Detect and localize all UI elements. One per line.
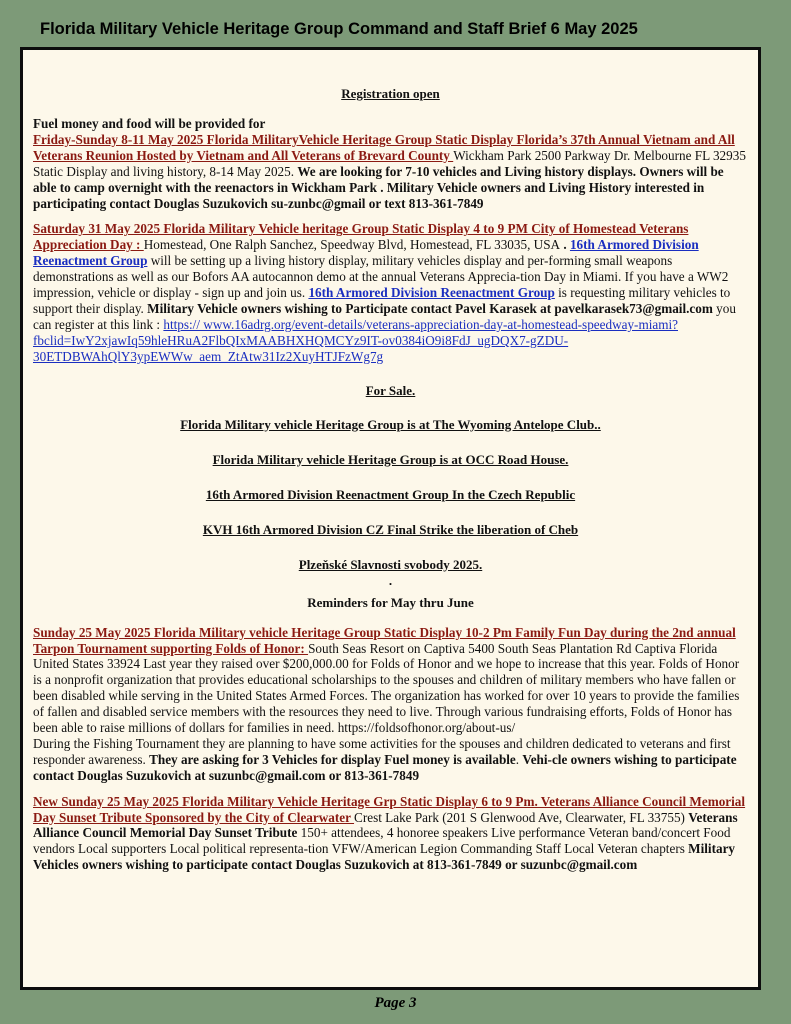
event1-bold: We are looking for 7-10 vehicles and Living history displays. Owners will be able to camp overnight with the reenactors in Wickham Park . Military Vehicle owners and Living History interested in participating contact Douglas Suzukovich su-zunbc@gmail or text 813-361-7849 [33, 163, 724, 211]
event4-bold: Veterans Alliance Council Memorial Day Sunset Tribute [33, 809, 738, 841]
event4-body: Crest Lake Park (201 S Glenwood Ave, Clearwater, FL 33755) [354, 809, 689, 825]
event1-lead: Fuel money and food will be provided for [33, 116, 266, 131]
event3-body: South Seas Resort on Captiva 5400 South Seas Plantation Rd Captiva Florida United States 33924 Last year they raised over $200,000.00 for Folds of Honor and we hope to increase that this year. Folds of Honor is a nonprofit organization that provides educational scholarships to the spouses and children of military members who have fallen or been disabled while serving in the United States Armed Forces. The organization has worked for over 10 years to provide the families of fallen and disabled service members with the resources they need to live. Through various fundraising efforts, Folds of Honor has been able to raise millions of dollars for families in need. https://foldsofhonor.org/about-us/ [33, 640, 740, 736]
sale-item: Plzeňské Slavnosti svobody 2025. [298, 556, 483, 572]
event2-body3: you can register at this link : [33, 300, 736, 332]
page-header: Florida Military Vehicle Heritage Group Command and Staff Brief 6 May 2025 [40, 20, 638, 38]
sale-dot: . [388, 572, 393, 588]
event2-registration-link[interactable]: https:// www.16adrg.org/event-details/veterans-appreciation-day-at-homestead-speedway-miami? fbclid=IwY2xjawIq59hleHRuA2FlbQIxMAABHXHQMCYz9IT-ov0384iO9i8FdJ_ugDQX7-gZDU-30ETDBWAhQlY3ypEWWw_aem_ZtAtw31Iz2XuyHTJFzWg7g [33, 316, 678, 364]
event1-body: Wickham Park 2500 Parkway Dr. Melbourne FL 32935 Static Display and living history, 8-14 May 2025. [33, 147, 746, 179]
sale-item: Florida Military vehicle Heritage Group is at OCC Road House. [212, 451, 569, 467]
event-homestead [33, 221, 748, 364]
reminders-heading: Reminders for May thru June [307, 594, 474, 610]
event4-body2: 150+ attendees, 4 honoree speakers Live performance Veteran band/concert Food vendors Local supporters Local political representa-tion VFW/American Legion Commanding Staff Local Veteran chapters [33, 825, 731, 857]
event2-bold: Military Vehicle owners wishing to Participate contact Pavel Karasek at pavelkarasek73@gmail.com [147, 300, 713, 316]
content-frame [20, 47, 761, 990]
event1-title: Friday-Sunday 8-11 May 2025 Florida MilitaryVehicle Heritage Group Static Display Florida’s 37th Annual Vietnam and All Veterans Reunion Hosted by Vietnam and All Veterans of Brevard County [33, 131, 735, 163]
for-sale-heading: For Sale. [365, 382, 416, 398]
event3-title: Sunday 25 May 2025 Florida Military vehicle Heritage Group Static Display 10-2 Pm Family Fun Day during the 2nd annual Tarpon Tournament supporting Folds of Honor: [33, 624, 736, 656]
event2-address: Homestead, One Ralph Sanchez, Speedway Blvd, Homestead, FL 33035, USA [143, 237, 561, 253]
event4-bold3: Vehicles owners wishing to participate contact Douglas Suzukovich at 813-361-7849 or suzunbc@gmail.com [33, 857, 638, 873]
page-number: Page 3 [374, 995, 417, 1011]
event2-dot: . [560, 237, 570, 253]
event4-bold2: Military [688, 841, 736, 857]
event2-body2: is requesting military vehicles to support their display. [33, 285, 731, 316]
sale-item: Florida Military vehicle Heritage Group is at The Wyoming Antelope Club.. [180, 416, 601, 432]
event2-org-link-2[interactable]: 16th Armored Division Reenactment Group [308, 285, 555, 301]
event-captiva [33, 625, 748, 784]
event2-body1: will be setting up a living history display, military vehicles display and per-forming small weapons demonstrations as well as our Bofors AA autocannon demo at the annual Veterans Apprecia-tion Day in Miami. If you have a WW2 impression, vehicle or display - sign up and join us. [33, 253, 729, 301]
event4-title: New Sunday 25 May 2025 Florida Military Vehicle Heritage Grp Static Display 6 to 9 Pm. Veterans Alliance Council Memorial Day Sunset Tribute Sponsored by the City of Clearwater [33, 793, 746, 825]
event3-body3: . [515, 751, 523, 767]
event2-title: Saturday 31 May 2025 Florida Military Vehicle heritage Group Static Display 4 to 9 PM City of Homestead Veterans Appreciation Day : [33, 221, 689, 253]
event-wickham-park [33, 116, 748, 211]
event3-body2: During the Fishing Tournament they are planning to have some activities for the spouses and children dedicated to veterans and first responder awareness. [33, 735, 731, 767]
event2-org-link-1[interactable]: 16th Armored Division Reenactment Group [33, 237, 699, 269]
event3-bold: They are asking for 3 Vehicles for display Fuel money is available [149, 751, 516, 767]
registration-heading: Registration open [341, 86, 440, 101]
sale-item: 16th Armored Division Reenactment Group In the Czech Republic [205, 486, 576, 502]
event-clearwater [33, 794, 748, 874]
event3-bold2: Vehi-cle owners wishing to participate contact Douglas Suzukovich at suzunbc@gmail.com or 813-361-7849 [33, 751, 737, 783]
sale-item: KVH 16th Armored Division CZ Final Strike the liberation of Cheb [202, 521, 579, 537]
